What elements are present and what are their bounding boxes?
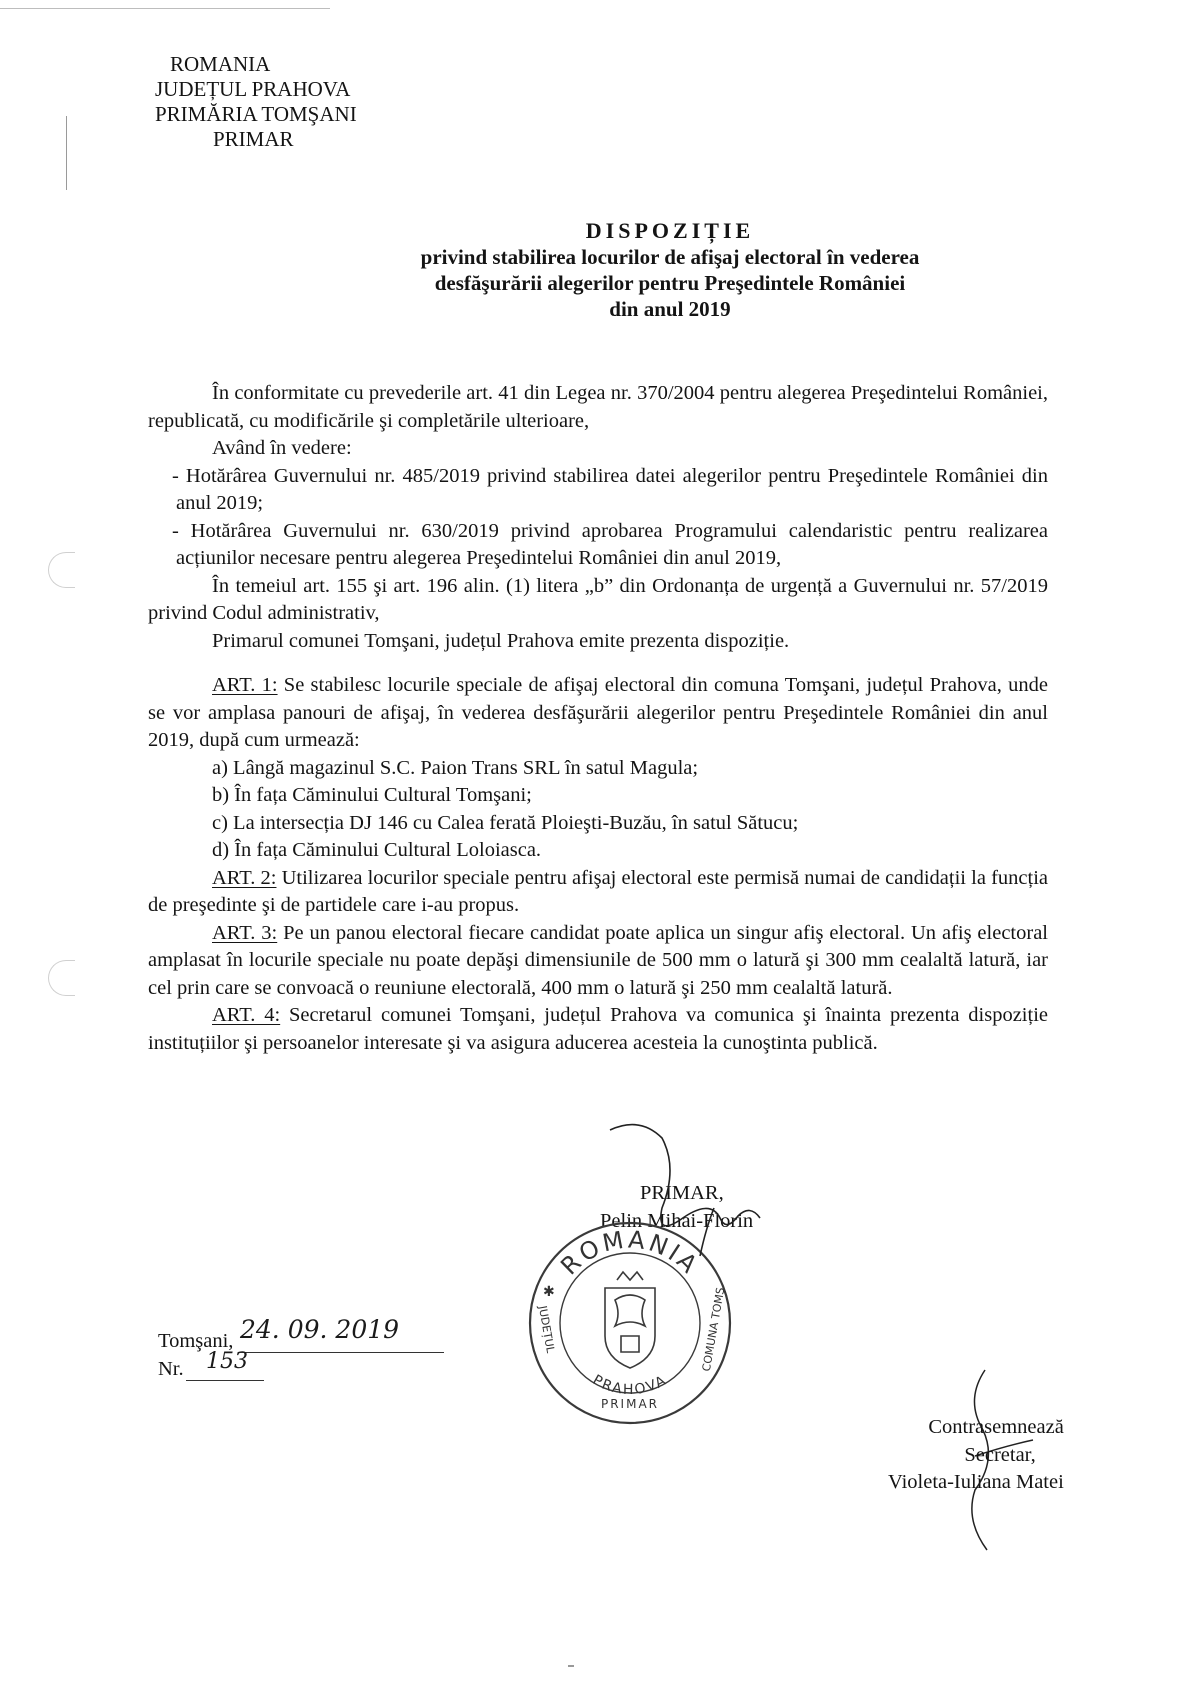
document-title xyxy=(300,218,1040,322)
list-item: c) La intersecția DJ 146 cu Calea ferată Ploieşti-Buzău, în satul Sătucu; xyxy=(212,811,799,834)
stamp-top-text: ROMANIA xyxy=(555,1225,705,1281)
document-header xyxy=(155,52,357,152)
title-line-3: din anul 2019 xyxy=(609,297,731,321)
article-label: ART. 3: xyxy=(212,921,278,944)
article-label: ART. 4: xyxy=(212,1004,281,1026)
article-4 xyxy=(148,1002,1048,1057)
title-main: DISPOZIȚIE xyxy=(585,218,755,243)
article-text: Utilizarea locurilor speciale pentru afişaj electoral este permisă numai de candidații la funcția de preşedinte şi de partidele care i-au propus. xyxy=(148,866,1048,916)
countersign-name: Violeta-Iuliana Matei xyxy=(888,1471,1064,1493)
stamp-center-text: PRIMAR xyxy=(600,1397,660,1411)
countersign-label: Contrasemnează xyxy=(928,1416,1064,1438)
scan-edge-mark xyxy=(66,116,67,190)
header-county: JUDEȚUL PRAHOVA xyxy=(155,77,351,101)
number-label: Nr. xyxy=(158,1358,184,1380)
article-label: ART. 1: xyxy=(212,674,278,696)
preamble-paragraph: În temeiul art. 155 şi art. 196 alin. (1) litera „b” din Ordonanța de urgență a Guvernului nr. 57/2019 privind Codul administrativ, xyxy=(148,574,1048,624)
mayor-handwritten-signature xyxy=(570,1108,770,1278)
stamp-left-text: JUDEȚUL xyxy=(535,1304,557,1354)
stamp-bottom-text: PRAHOVA xyxy=(589,1372,671,1399)
article-3 xyxy=(148,920,1048,1003)
handwritten-number: 153 xyxy=(206,1349,248,1374)
preamble-paragraph: - Hotărârea Guvernului nr. 485/2019 privind stabilirea datei alegerilor pentru Preşedintele României din anul 2019; xyxy=(172,464,1048,514)
header-town-hall: PRIMĂRIA TOMŞANI xyxy=(155,102,357,126)
date-underline xyxy=(238,1352,444,1353)
header-country: ROMANIA xyxy=(170,52,271,76)
stamp-star-icon: ✱ xyxy=(543,1284,555,1300)
preamble-paragraph: Având în vedere: xyxy=(212,437,352,459)
document-body xyxy=(148,380,1048,1057)
article-1 xyxy=(148,672,1048,755)
article-2 xyxy=(148,865,1048,920)
signature-title: PRIMAR, xyxy=(640,1182,724,1204)
stamp-right-text: COMUNA TOMŞ xyxy=(699,1286,728,1373)
signature-name: Pelin Mihai-Florin xyxy=(600,1210,754,1232)
place-date-block xyxy=(158,1315,400,1384)
coat-of-arms-icon xyxy=(605,1272,655,1368)
list-item: a) Lângă magazinul S.C. Paion Trans SRL în satul Magula; xyxy=(212,756,699,779)
preamble-paragraph: Primarul comunei Tomşani, județul Prahova emite prezenta dispoziție. xyxy=(212,629,790,652)
number-row xyxy=(158,1349,248,1384)
list-item: d) În fața Căminului Cultural Loloiasca. xyxy=(212,839,542,861)
preamble-paragraph: În conformitate cu prevederile art. 41 din Legea nr. 370/2004 pentru alegerea Preşedintelui României, republicată, cu modificările şi completările ulterioare, xyxy=(148,382,1048,432)
title-line-1: privind stabilirea locurilor de afişaj electoral în vederea xyxy=(420,245,920,269)
article-text: Pe un panou electoral fiecare candidat poate aplica un singur afiş electoral. Un afiş electoral amplasat în locurile speciale nu poate depăşi dimensiunile de 500 mm o latură şi 300 mm cealaltă latură, iar cel prin care se convoacă o reuniune electorală, 400 mm o latură şi 250 mm cealaltă latură. xyxy=(148,921,1048,999)
preamble-paragraph: - Hotărârea Guvernului nr. 630/2019 privind aprobarea Programului calendaristic pentru realizarea acțiunilor necesare pentru alegerea Preşedintelui României din anul 2019, xyxy=(172,519,1048,569)
list-item: b) În fața Căminului Cultural Tomşani; xyxy=(212,784,532,806)
header-office: PRIMAR xyxy=(213,127,294,151)
countersign-block xyxy=(888,1414,1064,1497)
scan-dot-mark xyxy=(568,1665,574,1667)
place-label: Tomşani, xyxy=(158,1330,234,1352)
punch-hole-mark xyxy=(48,960,75,996)
handwritten-date: 24. 09. 2019 xyxy=(240,1315,400,1344)
countersign-role: Secretar, xyxy=(964,1443,1036,1466)
scan-artifact-line xyxy=(0,8,330,9)
article-1-list xyxy=(148,755,1048,865)
punch-hole-mark xyxy=(48,552,75,588)
title-line-2: desfăşurării alegerilor pentru Preşedintele României xyxy=(434,271,906,295)
article-label: ART. 2: xyxy=(212,866,277,889)
article-text: Secretarul comunei Tomşani, județul Prahova va comunica şi înainta prezenta dispoziție instituțiilor şi persoanelor interesate şi va asigura aducerea acesteia la cunoştinta publică. xyxy=(148,1004,1048,1054)
article-text: Se stabilesc locurile speciale de afişaj electoral din comuna Tomşani, județul Prahova, unde se vor amplasa panouri de afişaj, în vederea desfăşurării alegerilor pentru Preşedintele României din anul 2019, după cum urmează: xyxy=(148,674,1048,751)
number-underline xyxy=(186,1380,264,1381)
